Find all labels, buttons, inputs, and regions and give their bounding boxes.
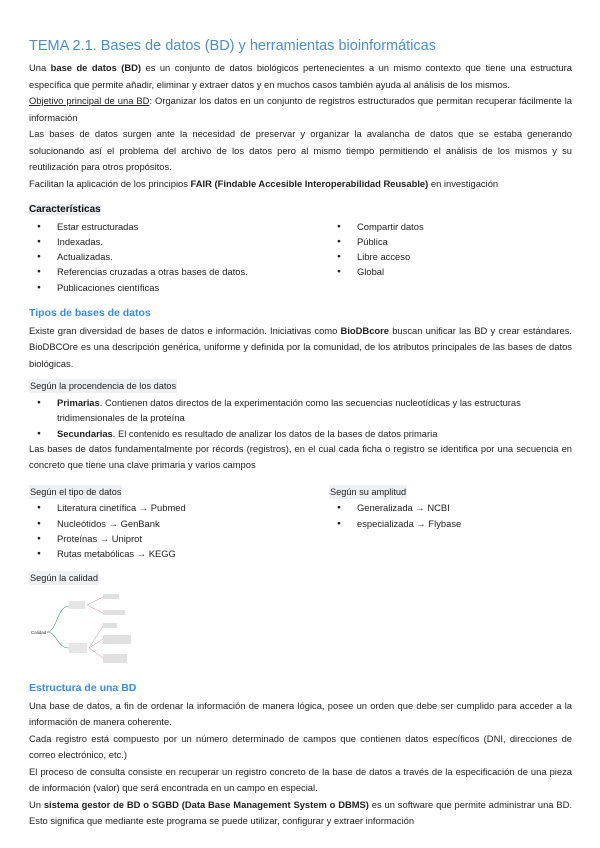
heading-text: Características [29, 204, 101, 215]
bold-term: sistema gestor de BD o SGBD (Data Base Management System o DBMS) [43, 798, 369, 810]
text-span: Un [29, 798, 44, 810]
intro-paragraph-1 [29, 60, 572, 93]
estructura-paragraph-4 [29, 797, 572, 830]
diagram-node [69, 643, 87, 653]
intro-paragraph-4 [29, 176, 572, 193]
text-span: : Organizar los datos en un conjunto de registros estructurados que permitan recuperar fácilmente la información [29, 95, 572, 123]
diagram-branch [89, 648, 103, 658]
tipo-amplitud-columns [29, 478, 572, 562]
list-item: ● Estar estructuradas [29, 219, 329, 234]
amplitud-list [329, 500, 572, 531]
procedencia-label: Según la procendencia de los datos [30, 381, 177, 392]
tipo-label: Según el tipo de datos [30, 486, 122, 497]
list-item: ● Indexadas. [29, 234, 329, 249]
calidad-label: Según la calidad [30, 572, 98, 583]
caracteristicas-list-left [29, 219, 329, 295]
list-item: ● Literatura cinetífica → Pubmed [29, 500, 329, 515]
tipos-paragraph-2: Las bases de datos fundamentalmente por récords (registros), en el cual cada ficha o registro se identifica por una secuencia en concreto que tiene una clave primaria y varios campos [29, 442, 572, 471]
text-span: buscan unificar las BD y crear estándares. BioDBCOre es una descripción genérica, uniforme y definida por la comunidad, de los atributos principales de las bases de datos biológicas. [29, 324, 572, 369]
list-item: ● especializada → Flybase [329, 516, 572, 531]
tipos-heading: Tipos de bases de datos [29, 306, 151, 319]
text-span: en investigación [428, 177, 499, 189]
list-item: ● Rutas metabólicas → KEGG [29, 546, 329, 561]
amplitud-label: Según su amplitud [330, 486, 407, 497]
diagram-branch [89, 639, 103, 648]
tipos-paragraph-1 [29, 323, 572, 373]
caracteristicas-list-right [329, 219, 572, 295]
tipo-column [29, 478, 329, 562]
bold-term: Primarias [57, 396, 100, 408]
intro-paragraph-3: Las bases de datos surgen ante la necesidad de preservar y organizar la avalancha de datos que se estaba generando solucionando así el problema del archivo de los datos pero al mismo tiempo permitiendo el análisis de los mismos y su reutilización para otros propósitos. [29, 128, 572, 172]
list-item: ● Nucleótidos → GenBank [29, 516, 329, 531]
text-span: Facilitan la aplicación de los principios [29, 177, 191, 189]
page-title: TEMA 2.1. Bases de datos (BD) y herramientas bioinformáticas [29, 38, 436, 54]
list-item: ● Publicaciones científicas [29, 280, 329, 295]
text-span: Una [29, 62, 51, 73]
caracteristicas-heading [29, 202, 572, 219]
diagram-node [103, 635, 131, 644]
underlined-label: Objetivo principal de una BD [29, 95, 150, 106]
list-item: ● Generalizada → NCBI [329, 500, 572, 515]
diagram-branch [87, 605, 103, 613]
tipo-list [29, 500, 329, 561]
caracteristicas-columns [29, 219, 572, 295]
text-span: . Contienen datos directos de la experimentación como las secuencias nucleotídicas y las estructuras tridimensionales de la proteína [57, 396, 521, 424]
text-span: es un software que permite administrar una BD. Esto significa que mediante este programa se puede utilizar, configurar y extraer información [29, 798, 572, 827]
list-item: ● Compartir datos [329, 219, 572, 234]
diagram-branch [47, 606, 69, 632]
list-item: ● Actualizadas. [29, 249, 329, 264]
estructura-paragraph-3: El proceso de consulta consiste en recuperar un registro concreto de la base de datos a través de la especificación de una pieza de información (valor) que será encontrada en un campo en especial. [29, 765, 572, 794]
list-item [29, 426, 572, 441]
diagram-node [103, 610, 125, 615]
list-item: ● Libre acceso [329, 249, 572, 264]
bold-term: Secundarias [57, 427, 113, 439]
procedencia-list [29, 395, 572, 441]
list-item: ● Pública [329, 234, 572, 249]
document-page [29, 36, 572, 830]
amplitud-column [329, 478, 572, 562]
estructura-paragraph-2: Cada registro está compuesto por un número determinado de campos que contienen datos específicos (DNI, direcciones de correo electrónico, etc.) [29, 732, 572, 761]
diagram-branch [47, 632, 69, 648]
intro-paragraph-2 [29, 93, 572, 126]
diagram-node [69, 601, 85, 609]
estructura-paragraph-1: Una base de datos, a fin de ordenar la información de manera lógica, posee un orden que debe ser cumplido para acceder a la información de manera coherente. [29, 699, 572, 728]
text-span: Existe gran diversidad de bases de datos e información. Iniciativas como [29, 324, 341, 336]
text-span: . El contenido es resultado de analizar los datos de la bases de datos primaria [112, 427, 438, 439]
list-item: ● Referencias cruzadas a otras bases de datos. [29, 264, 329, 279]
diagram-branch [89, 626, 103, 648]
calidad-diagram [29, 592, 144, 670]
diagram-node [103, 623, 117, 628]
diagram-node [103, 654, 127, 663]
bold-term: base de datos (BD) [50, 62, 142, 73]
diagram-node [103, 594, 119, 599]
bold-term: FAIR (Findable Accesible Interoperabilidad Reusable) [190, 177, 429, 189]
diagram-root-label: Calidad [31, 630, 47, 636]
bold-term: BioDBcore [340, 324, 389, 336]
diagram-branch [87, 597, 103, 605]
list-item: ● Global [329, 264, 572, 279]
list-item: ● Proteínas → Uniprot [29, 531, 329, 546]
list-item [29, 395, 572, 426]
text-span: es un conjunto de datos biológicos pertenecientes a un mismo contexto que tiene una estructura específica que permite añadir, eliminar y extraer datos y en muchos casos también ayuda al análisis de los mismos. [29, 62, 572, 90]
estructura-heading: Estructura de una BD [29, 681, 137, 694]
